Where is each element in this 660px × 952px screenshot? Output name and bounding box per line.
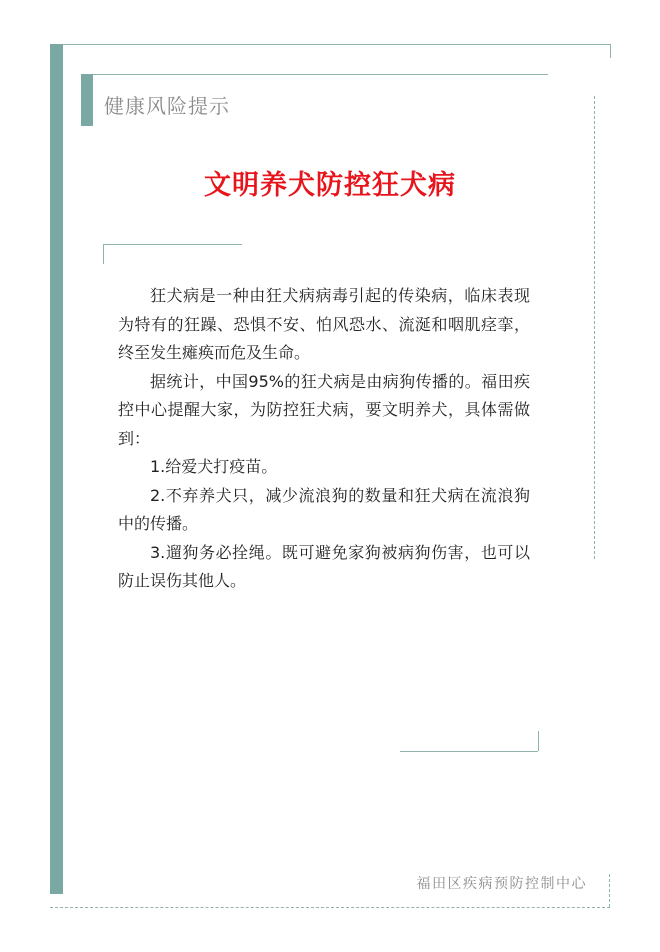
header-rule <box>90 74 548 75</box>
header-tab-marker <box>81 74 93 126</box>
article-body <box>118 282 530 596</box>
footer-organization: 福田区疾病预防控制中心 <box>416 876 587 892</box>
list-item: 3.遛狗务必拴绳。既可避免家狗被病狗伤害，也可以防止误伤其他人。 <box>118 542 530 590</box>
page-title: 文明养犬防控狂犬病 <box>204 170 456 201</box>
header-label: 健康风险提示 <box>104 94 230 118</box>
corner-bracket-bottom-right-vertical <box>538 731 539 751</box>
corner-bracket-top-left <box>103 244 242 245</box>
frame-right-bottom-border <box>609 874 610 907</box>
frame-bottom-border <box>50 907 610 908</box>
paragraph: 狂犬病是一种由狂犬病病毒引起的传染病，临床表现为特有的狂躁、恐惧不安、怕风恐水、流涎和咽肌痉挛，终至发生瘫痪而危及生命。 <box>118 286 530 362</box>
list-item: 1.给爱犬打疫苗。 <box>150 457 278 476</box>
frame-right-border <box>610 44 611 58</box>
paragraph: 据统计，中国95%的狂犬病是由病狗传播的。福田疾控中心提醒大家，为防控狂犬病，要文明养犬，具体需做到： <box>118 371 530 448</box>
corner-bracket-top-left-vertical <box>103 244 104 264</box>
list-item: 2.不弃养犬只，减少流浪狗的数量和狂犬病在流浪狗中的传播。 <box>118 485 530 533</box>
frame-top-border <box>50 44 610 45</box>
corner-bracket-bottom-right <box>400 751 538 752</box>
